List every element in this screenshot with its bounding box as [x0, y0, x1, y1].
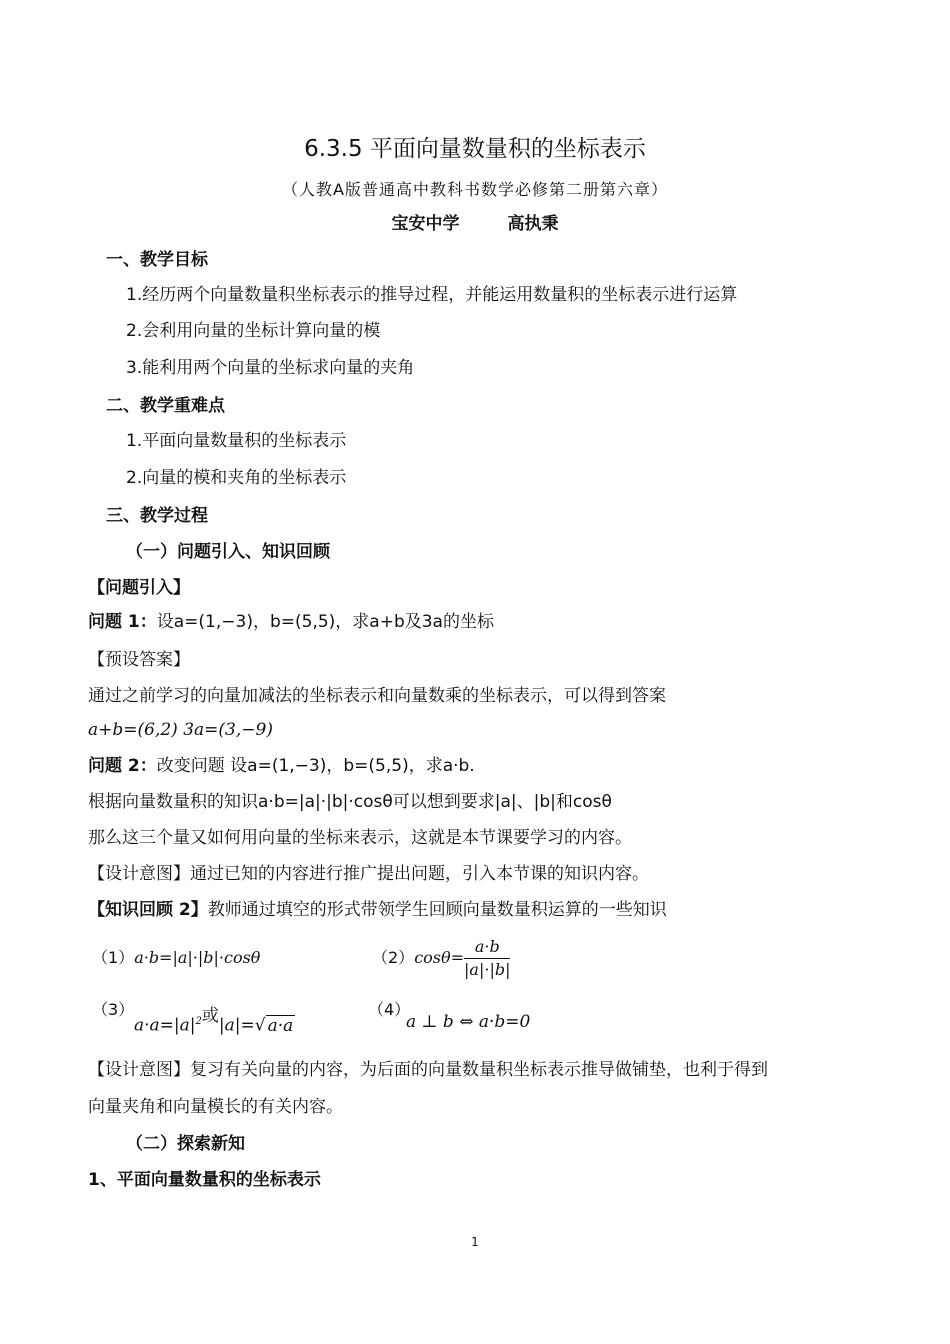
design-intent-1-label: 【设计意图】	[88, 864, 190, 884]
subsection-heading-explore: （二）探索新知	[126, 1134, 245, 1154]
formula-3-radicand: a·a	[267, 1015, 294, 1036]
formula-2-lhs: cosθ=	[414, 948, 465, 967]
author-school: 宝安中学	[391, 214, 460, 234]
problem-2	[88, 754, 475, 778]
formula-2-numerator: a·b	[464, 936, 510, 959]
formula-2-label: （2）	[372, 948, 415, 967]
knowledge-review-label: 【知识回顾 2】	[88, 900, 208, 920]
keypoint-item: 2.向量的模和夹角的坐标表示	[126, 468, 347, 488]
formula-3-label: （3）	[92, 1000, 135, 1019]
formula-2-fraction	[464, 936, 510, 981]
design-intent-2-text: 复习有关向量的内容，为后面的向量数量积坐标表示推导做铺垫，也利于得到	[190, 1060, 768, 1080]
formula-4-label: （4）	[368, 1000, 411, 1019]
goal-item: 2.会利用向量的坐标计算向量的模	[126, 321, 381, 341]
design-intent-1	[88, 862, 649, 886]
formula-3-exponent: 2	[195, 1016, 202, 1027]
section-heading-keypoints: 二、教学重难点	[106, 396, 225, 416]
knowledge-review-text: 教师通过填空的形式带领学生回顾向量数量积运算的一些知识	[207, 900, 667, 920]
keypoint-item: 1.平面向量数量积的坐标表示	[126, 431, 347, 451]
page-title: 6.3.5 平面向量数量积的坐标表示	[304, 136, 646, 162]
design-intent-2-cont: 向量夹角和向量模长的有关内容。	[88, 1097, 343, 1117]
answer-line: 通过之前学习的向量加减法的坐标表示和向量数乘的坐标表示，可以得到答案	[88, 686, 666, 706]
formula-2	[372, 936, 510, 981]
design-intent-2	[88, 1058, 768, 1082]
design-intent-1-text: 通过已知的内容进行推广提出问题，引入本节课的知识内容。	[190, 864, 649, 884]
topic-heading: 1、平面向量数量积的坐标表示	[88, 1170, 321, 1190]
formula-3-or: 或	[201, 1005, 219, 1026]
problem-1-label: 问题 1：	[88, 612, 157, 632]
author-name: 高执秉	[507, 214, 559, 234]
goal-item: 3.能利用两个向量的坐标求向量的夹角	[126, 358, 415, 378]
transition-line: 那么这三个量又如何用向量的坐标来表示，这就是本节课要学习的内容。	[88, 828, 632, 848]
section-heading-goals: 一、教学目标	[106, 250, 208, 270]
formula-4: a ⊥ b ⇔ a·b=0	[406, 1012, 531, 1032]
problem-2-text: 改变问题 设a=(1,−3)，b=(5,5)，求a·b.	[156, 756, 475, 776]
knowledge-line: 根据向量数量积的知识a·b=|a|·|b|·cosθ可以想到要求|a|、|b|和cosθ	[88, 792, 612, 812]
formula-1-expr: a·b=|a|·|b|·cosθ	[134, 948, 261, 967]
section-heading-process: 三、教学过程	[106, 506, 208, 526]
problem-2-label: 问题 2：	[88, 756, 157, 776]
formula-3-part-b: |a|=√	[218, 1015, 266, 1036]
problem-1-text: 设a=(1,−3)，b=(5,5)，求a+b及3a的坐标	[156, 612, 494, 632]
author-line	[0, 212, 950, 236]
page-number: 1	[471, 1235, 479, 1249]
formula-3-part-a: a·a=|a|	[134, 1015, 196, 1036]
subsection-heading: （一）问题引入、知识回顾	[126, 542, 330, 562]
page-subtitle: （人教A版普通高中教科书数学必修第二册第六章）	[282, 180, 668, 199]
design-intent-2-label: 【设计意图】	[88, 1060, 190, 1080]
formula-1-label: （1）	[92, 948, 135, 967]
label-problem-intro: 【问题引入】	[88, 578, 190, 598]
label-preset-answer: 【预设答案】	[88, 650, 190, 670]
answer-math: a+b=(6,2) 3a=(3,−9)	[88, 720, 273, 740]
formula-3	[134, 1005, 295, 1038]
knowledge-review	[88, 898, 667, 922]
problem-1	[88, 610, 494, 634]
formula-1	[92, 946, 260, 970]
formula-2-denominator: |a|·|b|	[464, 960, 511, 979]
goal-item: 1.经历两个向量数量积坐标表示的推导过程，并能运用数量积的坐标表示进行运算	[126, 285, 738, 305]
